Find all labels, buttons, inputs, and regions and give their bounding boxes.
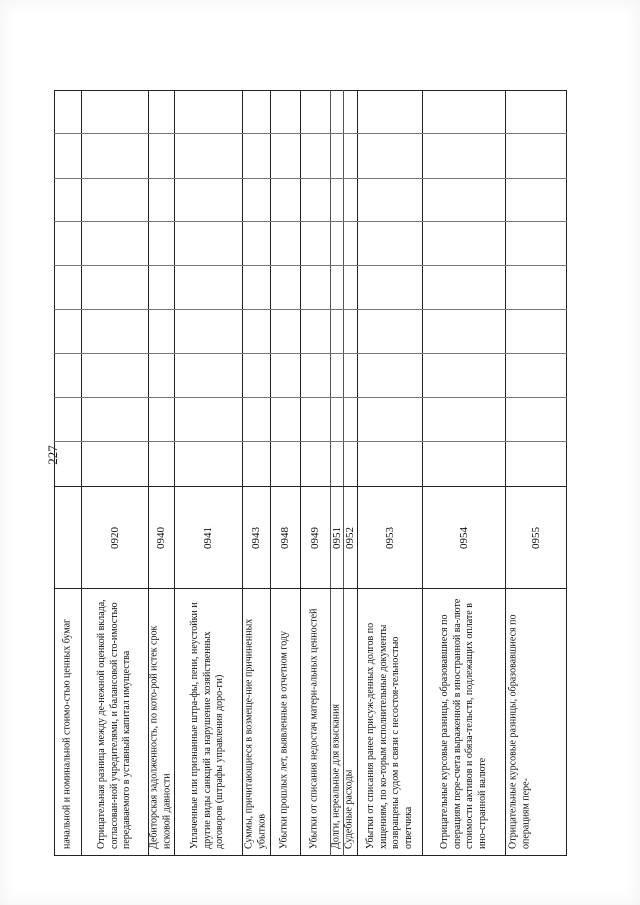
table-row (357, 590, 422, 852)
row-description: Судебные расходы (343, 769, 355, 849)
row-code: 0949 (309, 526, 321, 549)
table-row-code (148, 489, 174, 586)
table-row-code (422, 489, 505, 586)
row-description: Дебиторская задолженность, по кото-рой истек срок исковой давности (148, 625, 172, 849)
row-description: Уплаченные или признанные штра-фы, пени, неустойки и другие виды санкций за нарушение хозяйственных договоров (штрафы управления доро-ги) (189, 602, 226, 849)
table-row-code (330, 489, 343, 586)
grid-line (54, 221, 567, 222)
table-row (505, 590, 535, 852)
row-description: Убытки от списания ранее присуж-денных долгов по хищениям, по ко-торым исполнительные документы возвращены судом в связи с несостоя-тельностью ответчика (364, 622, 414, 849)
grid-line (54, 178, 567, 179)
code-description-divider (54, 588, 567, 589)
table-row-code (300, 489, 330, 586)
row-description: Отрицательные курсовые разницы, образовавшиеся по операциям пере- (507, 614, 531, 849)
row-code: 0920 (108, 526, 121, 549)
table-row-code (357, 489, 422, 586)
row-code: 0952 (344, 526, 356, 549)
row-code: 0943 (250, 526, 262, 549)
table-row-code (270, 489, 300, 586)
grid-line (54, 353, 567, 354)
table-row (54, 590, 81, 852)
row-description: Убытки от списания недостач матери-альных ценностей (308, 608, 320, 849)
grid-line (54, 441, 567, 442)
table-row-code (242, 489, 270, 586)
table-row (343, 590, 357, 852)
table-row (422, 590, 505, 852)
row-code: 0955 (530, 526, 542, 549)
table-row-code (343, 489, 357, 586)
grid-line (54, 309, 567, 310)
table-row-code (505, 489, 567, 586)
row-description: Отрицательные курсовые разницы, образовавшиеся по операциям пере-счета выраженной в иностранной ва-люте стоимости активов и обяза-тельств, подлежащих оплате в ино-странной валюте (438, 598, 488, 849)
table-row-code (174, 489, 242, 586)
table-row (174, 590, 242, 852)
row-description: Долги, нереальные для взыскания (330, 703, 342, 849)
table-row (242, 590, 270, 852)
table-row (330, 590, 343, 852)
row-description: начальной и номинальной стоимо-стью ценных бумаг (61, 618, 73, 849)
row-description: Убытки прошлых лет, выявленные в отчетном году (278, 630, 290, 849)
table-row (300, 590, 330, 852)
grid-line (54, 397, 567, 398)
table-row-code (81, 489, 148, 586)
grid-line (54, 133, 567, 134)
row-description: Суммы, причитающиеся в возмеще-ние причиненных убытков (243, 618, 267, 849)
row-code: 0941 (202, 526, 214, 549)
table-row (270, 590, 300, 852)
table-row (148, 590, 174, 852)
header-body-divider (54, 486, 567, 487)
page-number-text: 227 (45, 445, 60, 465)
row-code: 0948 (279, 526, 291, 549)
table-row (81, 590, 148, 852)
row-code: 0951 (330, 526, 343, 549)
row-code: 0953 (383, 526, 396, 549)
row-code: 0954 (457, 526, 470, 549)
row-description: Отрицательная разница между де-нежной оценкой вклада, согласован-ной учредителями, и балансовой сто-имостью передаваемого в уставный капитал имущества (95, 599, 132, 849)
grid-line (54, 265, 567, 266)
row-code: 0940 (155, 526, 167, 549)
